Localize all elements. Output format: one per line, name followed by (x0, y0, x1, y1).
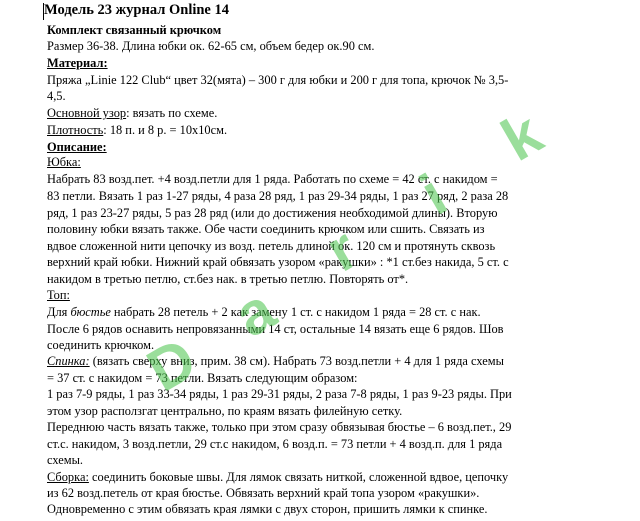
skirt-line: вдвое сложенной нити цепочку из возд. петель длиной ок. 120 см и протянуть сквозь (47, 239, 496, 253)
assembly-line-1-post: соединить боковые швы. Для лямок связать ниткой, сложенной вдвое, цепочку (88, 470, 509, 484)
main-pattern-line (47, 105, 217, 121)
material-line-1: Пряжа „Linie 122 Club“ цвет 32(мята) – 300 г для юбки и 200 г для топа, крючок № 3,5- (47, 73, 509, 87)
assembly-line-1 (47, 469, 508, 485)
skirt-line: накидом в третью петлю, ст.без нак. в третью петлю. Повторять от*. (47, 272, 409, 286)
material-line-2: 4,5. (47, 89, 66, 103)
density-line (47, 122, 227, 138)
watermark-letter: D (136, 324, 208, 405)
material-heading: Материал: (47, 56, 108, 70)
main-pattern-text: : вязать по схеме. (126, 106, 218, 120)
top-line-1 (47, 304, 481, 320)
back-line: этом узор расползгат центрально, по краям вязать филейную сетку. (47, 404, 403, 418)
skirt-line: верхний край юбки. Нижний край обвязать узором «ракушки» : *1 ст.без накида, 5 ст. с (47, 255, 509, 269)
description-heading: Описание: (47, 140, 107, 154)
watermark-letter: a (223, 275, 286, 350)
document-title: Модель 23 журнал Online 14 (44, 2, 229, 18)
assembly-line: из 62 возд.петель от края бюстье. Обвязать верхний край топа узором «ракушки». (47, 486, 480, 500)
back-label: Спинка: (47, 354, 90, 368)
top-heading: Топ: (47, 288, 70, 302)
assembly-line: Одновременно с этим обвязать края лямки с двух сторон, пришить лямки к спинке. (47, 502, 488, 516)
density-label: Плотность (47, 123, 104, 137)
assembly-label: Сборка: (47, 470, 89, 484)
back-line-1 (47, 353, 504, 369)
top-line: После 6 рядов оснавить непровязанными 14 ст, остальные 14 вязать еще 6 рядов. Шов (47, 322, 504, 336)
top-line-1-post: набрать 28 петель + 2 как замену 1 ст. с накидом 1 ряда = 28 ст. с нак. (110, 305, 481, 319)
density-text: : 18 п. и 8 р. = 10х10см. (103, 123, 228, 137)
back-line: схемы. (47, 453, 83, 467)
watermark-letter: k (490, 99, 553, 174)
watermark-letter: r (314, 214, 369, 285)
back-line: ст.с. накидом, 3 возд.петли, 29 ст.с накидом, 6 возд.п. = 73 петли + 4 возд.п. для 1 ряда (47, 437, 503, 451)
document-subtitle: Комплект связанный крючком (47, 23, 222, 37)
back-line-1-post: (вязать сверху вниз, прим. 38 см). Набрать 73 возд.петли + 4 для 1 ряда схемы (89, 354, 504, 368)
back-line: Переднюю часть вязать также, только при этом сразу обвязывая бюстье – 6 возд.пет., 29 (47, 420, 512, 434)
bustier-label: бюстье (70, 305, 111, 319)
skirt-line: 83 петли. Вязать 1 раз 1-27 ряды, 4 раза 28 ряд, 1 раз 29-34 ряды, 1 раз 27 ряд, 2 раза 28 (47, 189, 509, 203)
skirt-line: ряд, 1 раз 23-27 ряды, 5 раз 28 ряд (или до достижения необходимой длины). Вторую (47, 206, 498, 220)
back-line: 1 раз 7-9 ряды, 1 раз 33-34 ряды, 1 раз 29-31 ряды, 2 раза 7-8 ряды, 1 раз 9-23 ряды. При (47, 387, 512, 401)
skirt-line: половину юбки вязать также. Обе части соединить крючком или сшить. Связать из (47, 222, 485, 236)
skirt-heading: Юбка: (47, 155, 81, 169)
watermark-letter: i (409, 161, 458, 228)
main-pattern-label: Основной узор (47, 106, 127, 120)
skirt-line: Набрать 83 возд.пет. +4 возд.петли для 1 ряда. Работать по схеме = 42 ст. с накидом = (47, 172, 498, 186)
top-line: соединить крючком. (47, 338, 155, 352)
top-line-1-pre: Для (47, 305, 71, 319)
size-line: Размер 36-38. Длина юбки ок. 62-65 см, объем бедер ок.90 см. (47, 39, 375, 53)
back-line: = 37 ст. с накидом = 73 петли. Вязать следующим образом: (47, 371, 358, 385)
